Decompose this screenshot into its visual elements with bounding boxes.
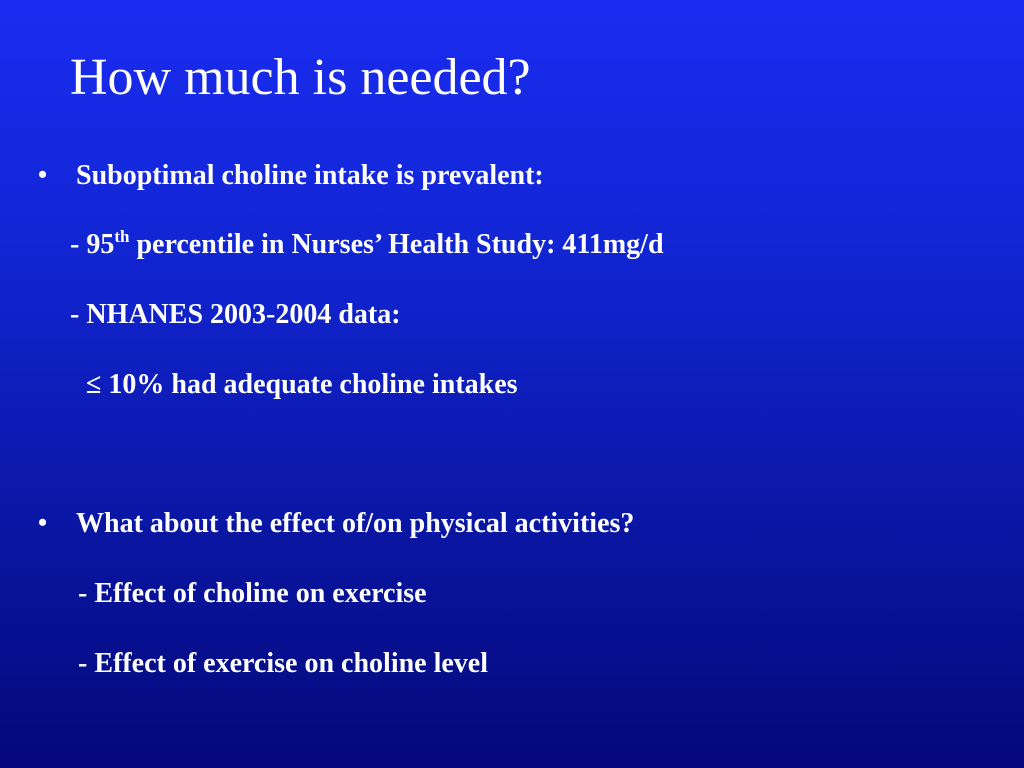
sub-1-prefix: - 95 bbox=[70, 229, 115, 260]
bullet-2-sub-2: - Effect of exercise on choline level bbox=[78, 648, 489, 679]
bullet-1-sub-1 bbox=[70, 227, 664, 260]
sub-1-suffix: percentile in Nurses’ Health Study: 411mg/d bbox=[129, 229, 664, 260]
bullet-icon: • bbox=[38, 508, 48, 537]
bullet-2-text: What about the effect of/on physical activities? bbox=[76, 508, 635, 539]
bullet-2-sub-1: - Effect of choline on exercise bbox=[78, 578, 427, 609]
bullet-1-sub-3: ≤ 10% had adequate choline intakes bbox=[86, 369, 518, 400]
bullet-1-sub-2: - NHANES 2003-2004 data: bbox=[70, 299, 401, 330]
bullet-icon: • bbox=[38, 160, 48, 189]
sub-1-superscript: th bbox=[114, 227, 130, 246]
bullet-1-text: Suboptimal choline intake is prevalent: bbox=[76, 160, 544, 191]
slide-title: How much is needed? bbox=[70, 49, 531, 106]
